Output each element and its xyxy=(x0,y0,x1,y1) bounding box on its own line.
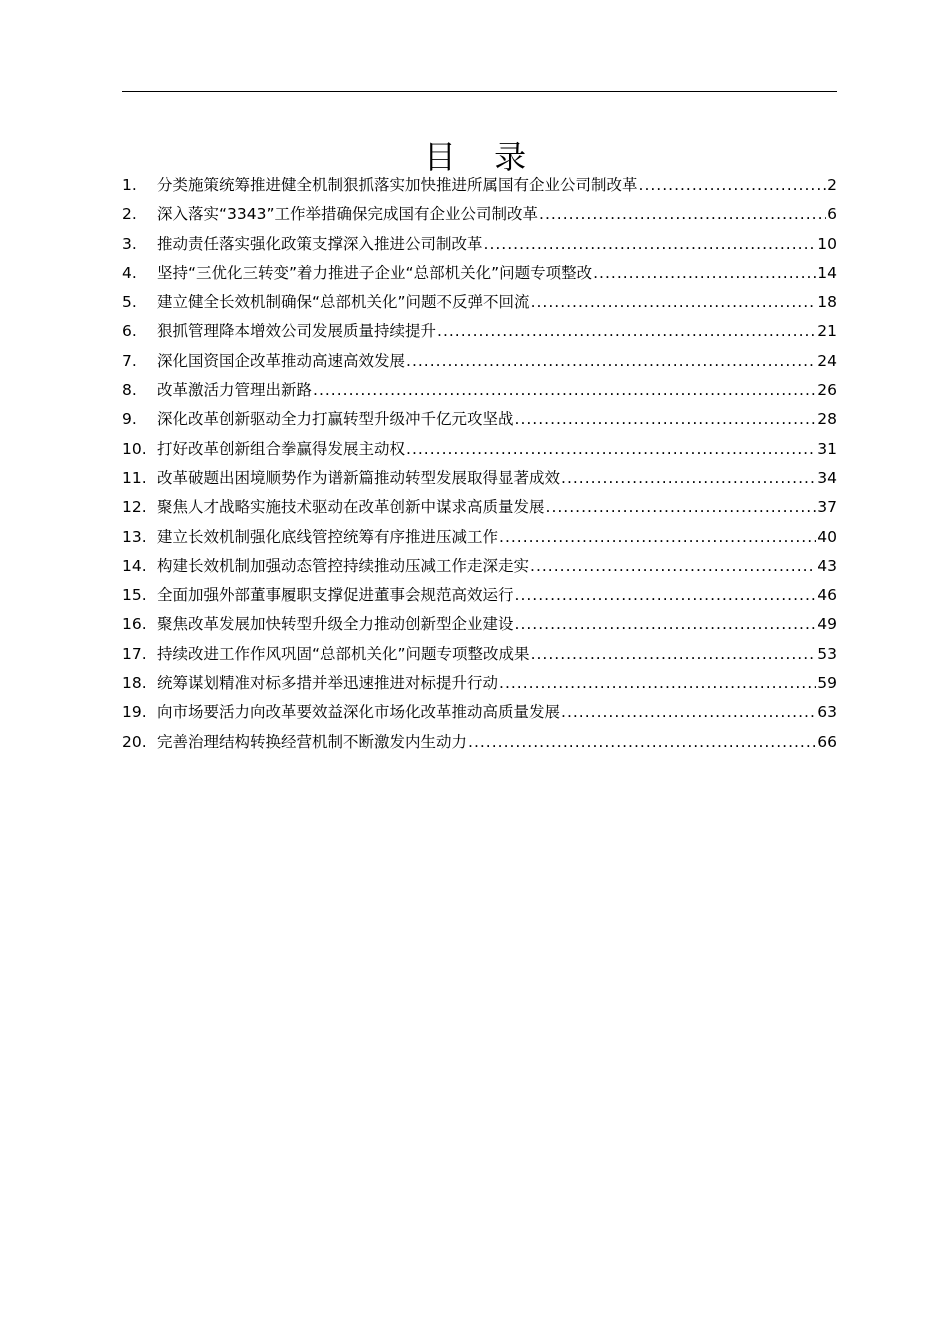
toc-title: 构建长效机制加强动态管控持续推动压减工作走深走实 xyxy=(157,556,530,575)
toc-number: 16. xyxy=(122,615,147,634)
toc-dot-leader xyxy=(639,171,827,200)
toc-page-number: 66 xyxy=(817,732,837,751)
toc-page-number: 49 xyxy=(817,615,837,634)
toc-entry-17[interactable] xyxy=(122,640,837,669)
toc-page-number: 43 xyxy=(817,556,837,575)
toc-number: 18. xyxy=(122,674,147,693)
toc-dot-leader xyxy=(313,376,816,405)
toc-entry-6[interactable] xyxy=(122,317,837,346)
toc-title: 深入落实“3343”工作举措确保完成国有企业公司制改革 xyxy=(157,205,539,224)
toc-number: 10. xyxy=(122,439,147,458)
toc-title: 聚焦改革发展加快转型升级全力推动创新型企业建设 xyxy=(157,615,514,634)
toc-dot-leader xyxy=(406,435,816,464)
toc-page-number: 31 xyxy=(817,439,837,458)
toc-dot-leader xyxy=(530,552,816,581)
toc-number: 13. xyxy=(122,527,147,546)
toc-number: 14. xyxy=(122,556,147,575)
toc-entry-3[interactable] xyxy=(122,230,837,259)
toc-title: 改革破题出困境顺势作为谱新篇推动转型发展取得显著成效 xyxy=(157,468,561,487)
toc-dot-leader xyxy=(539,200,826,229)
toc-entry-1[interactable] xyxy=(122,171,837,200)
toc-page-number: 10 xyxy=(817,234,837,253)
toc-dot-leader xyxy=(561,698,816,727)
toc-dot-leader xyxy=(593,259,816,288)
toc-title: 完善治理结构转换经营机制不断激发内生动力 xyxy=(157,732,468,751)
toc-dot-leader xyxy=(437,317,816,346)
toc-number: 5. xyxy=(122,293,137,312)
toc-title: 推动责任落实强化政策支撑深入推进公司制改革 xyxy=(157,234,483,253)
toc-dot-leader xyxy=(484,230,817,259)
toc-entry-2[interactable] xyxy=(122,200,837,229)
toc-page-number: 21 xyxy=(817,322,837,341)
table-of-contents xyxy=(122,171,837,757)
toc-title: 坚持“三优化三转变”着力推进子企业“总部机关化”问题专项整改 xyxy=(157,263,593,282)
toc-title: 向市场要活力向改革要效益深化市场化改革推动高质量发展 xyxy=(157,703,561,722)
toc-entry-13[interactable] xyxy=(122,523,837,552)
toc-dot-leader xyxy=(531,640,817,669)
toc-page-number: 37 xyxy=(817,498,837,517)
toc-dot-leader xyxy=(468,728,816,757)
toc-entry-20[interactable] xyxy=(122,728,837,757)
toc-title: 建立健全长效机制确保“总部机关化”问题不反弹不回流 xyxy=(157,293,530,312)
toc-entry-12[interactable] xyxy=(122,493,837,522)
toc-number: 12. xyxy=(122,498,147,517)
toc-number: 9. xyxy=(122,410,137,429)
toc-number: 4. xyxy=(122,263,137,282)
toc-title: 统筹谋划精准对标多措并举迅速推进对标提升行动 xyxy=(157,674,499,693)
toc-page-number: 6 xyxy=(827,205,837,224)
page-title: 目 录 xyxy=(423,138,541,177)
toc-entry-5[interactable] xyxy=(122,288,837,317)
toc-page-number: 34 xyxy=(817,468,837,487)
toc-number: 17. xyxy=(122,644,147,663)
header-rule xyxy=(122,91,837,92)
toc-number: 20. xyxy=(122,732,147,751)
toc-page-number: 24 xyxy=(817,351,837,370)
toc-page-number: 46 xyxy=(817,586,837,605)
toc-entry-8[interactable] xyxy=(122,376,837,405)
toc-entry-18[interactable] xyxy=(122,669,837,698)
toc-dot-leader xyxy=(561,464,816,493)
toc-number: 8. xyxy=(122,381,137,400)
toc-title: 改革激活力管理出新路 xyxy=(157,381,313,400)
toc-number: 1. xyxy=(122,176,137,194)
toc-dot-leader xyxy=(499,669,816,698)
toc-entry-7[interactable] xyxy=(122,347,837,376)
toc-entry-10[interactable] xyxy=(122,435,837,464)
toc-entry-19[interactable] xyxy=(122,698,837,727)
toc-number: 7. xyxy=(122,351,137,370)
toc-title: 深化改革创新驱动全力打赢转型升级冲千亿元攻坚战 xyxy=(157,410,514,429)
toc-number: 3. xyxy=(122,234,137,253)
toc-number: 15. xyxy=(122,586,147,605)
toc-entry-11[interactable] xyxy=(122,464,837,493)
toc-entry-9[interactable] xyxy=(122,405,837,434)
toc-entry-4[interactable] xyxy=(122,259,837,288)
toc-page-number: 59 xyxy=(817,674,837,693)
toc-dot-leader xyxy=(531,288,817,317)
toc-page-number: 53 xyxy=(817,644,837,663)
toc-page-number: 40 xyxy=(817,527,837,546)
toc-title: 打好改革创新组合拳赢得发展主动权 xyxy=(157,439,406,458)
toc-title: 聚焦人才战略实施技术驱动在改革创新中谋求高质量发展 xyxy=(157,498,545,517)
toc-entry-16[interactable] xyxy=(122,610,837,639)
toc-title: 建立长效机制强化底线管控统筹有序推进压减工作 xyxy=(157,527,499,546)
toc-page-number: 2 xyxy=(827,176,837,194)
toc-page-number: 18 xyxy=(817,293,837,312)
toc-dot-leader xyxy=(546,493,817,522)
toc-dot-leader xyxy=(515,405,817,434)
toc-page-number: 14 xyxy=(817,263,837,282)
toc-dot-leader xyxy=(515,610,817,639)
toc-page-number: 26 xyxy=(817,381,837,400)
toc-dot-leader xyxy=(515,581,817,610)
toc-number: 19. xyxy=(122,703,147,722)
toc-number: 6. xyxy=(122,322,137,341)
toc-dot-leader xyxy=(499,523,816,552)
toc-entry-15[interactable] xyxy=(122,581,837,610)
toc-title: 全面加强外部董事履职支撑促进董事会规范高效运行 xyxy=(157,586,514,605)
toc-title: 深化国资国企改革推动高速高效发展 xyxy=(157,351,406,370)
toc-number: 2. xyxy=(122,205,137,224)
toc-title: 持续改进工作作风巩固“总部机关化”问题专项整改成果 xyxy=(157,644,530,663)
toc-page-number: 63 xyxy=(817,703,837,722)
toc-dot-leader xyxy=(406,347,816,376)
toc-title: 分类施策统筹推进健全机制狠抓落实加快推进所属国有企业公司制改革 xyxy=(157,176,638,194)
toc-page-number: 28 xyxy=(817,410,837,429)
toc-title: 狠抓管理降本增效公司发展质量持续提升 xyxy=(157,322,437,341)
toc-number: 11. xyxy=(122,468,147,487)
toc-entry-14[interactable] xyxy=(122,552,837,581)
